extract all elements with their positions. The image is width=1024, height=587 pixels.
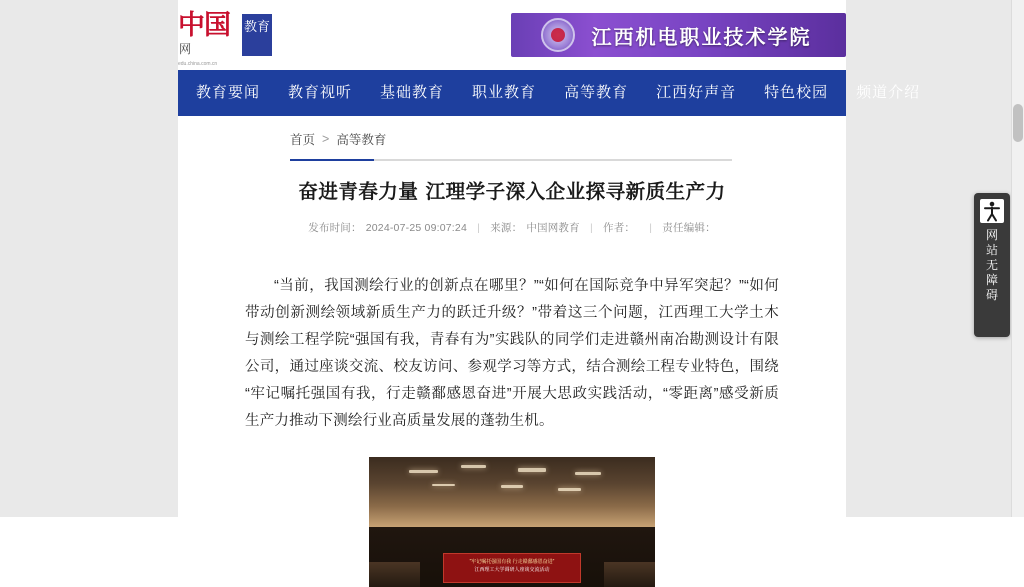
accessibility-widget[interactable] xyxy=(974,193,1010,337)
meta-divider-2: | xyxy=(589,222,593,234)
a11y-char-1: 网 xyxy=(985,228,998,242)
source-value: 中国网教育 xyxy=(526,222,580,234)
banner-ad[interactable] xyxy=(511,13,846,57)
figure-side-left xyxy=(369,562,420,587)
led-screen-line2: 江西理工大学调研人座谈交流活动 xyxy=(474,567,550,573)
a11y-char-5: 碍 xyxy=(985,288,998,302)
nav-item-jiangxihaoshengyin[interactable]: 江西好声音 xyxy=(656,84,737,101)
meta-divider-1: | xyxy=(477,222,481,234)
nav-item-jiaoyuyaowen[interactable]: 教育要闻 xyxy=(196,84,261,101)
article xyxy=(245,178,779,587)
ceiling-light-3 xyxy=(518,468,547,472)
publish-time-label: 发布时间： xyxy=(308,222,362,234)
site-logo[interactable] xyxy=(178,10,278,67)
page-scrollbar[interactable] xyxy=(1011,0,1024,517)
breadcrumb-home-link[interactable]: 首页 xyxy=(290,133,316,147)
a11y-char-2: 站 xyxy=(985,243,998,257)
breadcrumb-divider xyxy=(290,159,732,161)
nav-item-tesexiaoyuan[interactable]: 特色校园 xyxy=(764,84,829,101)
breadcrumb-current-link[interactable]: 高等教育 xyxy=(336,133,387,147)
nav-item-pindaojieshao[interactable]: 频道介绍 xyxy=(856,84,921,101)
school-seal-icon xyxy=(541,18,575,52)
a11y-char-4: 障 xyxy=(985,273,998,287)
main-navigation xyxy=(178,70,921,116)
figure-wall xyxy=(369,527,655,587)
accessibility-icon xyxy=(980,199,1004,223)
scrollbar-thumb[interactable] xyxy=(1013,104,1023,142)
a11y-char-3: 无 xyxy=(985,258,998,272)
source-label: 来源： xyxy=(490,222,523,234)
ceiling-light-6 xyxy=(501,485,524,488)
author-label: 作者： xyxy=(603,222,636,234)
ceiling-light-4 xyxy=(575,472,601,475)
nav-item-gaodengjiaoyu[interactable]: 高等教育 xyxy=(564,84,629,101)
nav-item-jiaoyushiting[interactable]: 教育视听 xyxy=(288,84,353,101)
figure-led-screen xyxy=(443,553,580,583)
article-meta xyxy=(245,220,779,235)
article-paragraph: “当前，我国测绘行业的创新点在哪里？”“如何在国际竞争中异军突起？”“如何带动创新测绘领域新质生产力的跃迁升级？”带着这三个问题，江西理工大学土木与测绘工程学院“强国有我，青春有为”实践队的同学们走进赣州南冶勘测设计有限公司，通过座谈交流、校友访问、参观学习等方式，结合测绘工程专业特色，围绕“牢记嘱托强国有我，行走赣鄱感恩奋进”开展大思政实践活动，“零距离”感受新质生产力推动下测绘行业高质量发展的蓬勃生机。 xyxy=(245,278,779,429)
ceiling-light-7 xyxy=(558,488,581,491)
logo-channel-badge[interactable]: 教育 xyxy=(242,14,272,56)
article-title: 奋进青春力量 江理学子深入企业探寻新质生产力 xyxy=(298,180,726,203)
breadcrumb-separator: > xyxy=(322,132,330,146)
breadcrumb xyxy=(290,130,386,148)
meta-divider-3: | xyxy=(649,222,653,234)
ceiling-light-1 xyxy=(409,470,438,474)
figure-ceiling xyxy=(369,457,655,527)
publish-time-value: 2024-07-25 09:07:24 xyxy=(365,222,468,234)
logo-main-text: 中国 xyxy=(178,10,230,41)
accessibility-label xyxy=(974,228,1010,303)
article-image xyxy=(369,457,655,587)
banner-ad-text: 江西机电职业技术学院 xyxy=(591,24,812,49)
figure-side-right xyxy=(604,562,655,587)
editor-label: 责任编辑： xyxy=(662,222,716,234)
logo-net-text: 网 xyxy=(179,42,192,56)
site-header xyxy=(178,0,846,70)
china-net-logo[interactable] xyxy=(178,10,240,67)
led-screen-line1: “牢记嘱托强国有我 行走赣鄱感恩奋进” xyxy=(469,559,555,565)
ceiling-light-2 xyxy=(461,465,487,468)
logo-url-text: edu.china.com.cn xyxy=(178,61,218,67)
nav-item-jichujiaoyu[interactable]: 基础教育 xyxy=(380,84,445,101)
ceiling-light-5 xyxy=(432,484,455,487)
nav-item-zhiyejiaoyu[interactable]: 职业教育 xyxy=(472,84,537,101)
